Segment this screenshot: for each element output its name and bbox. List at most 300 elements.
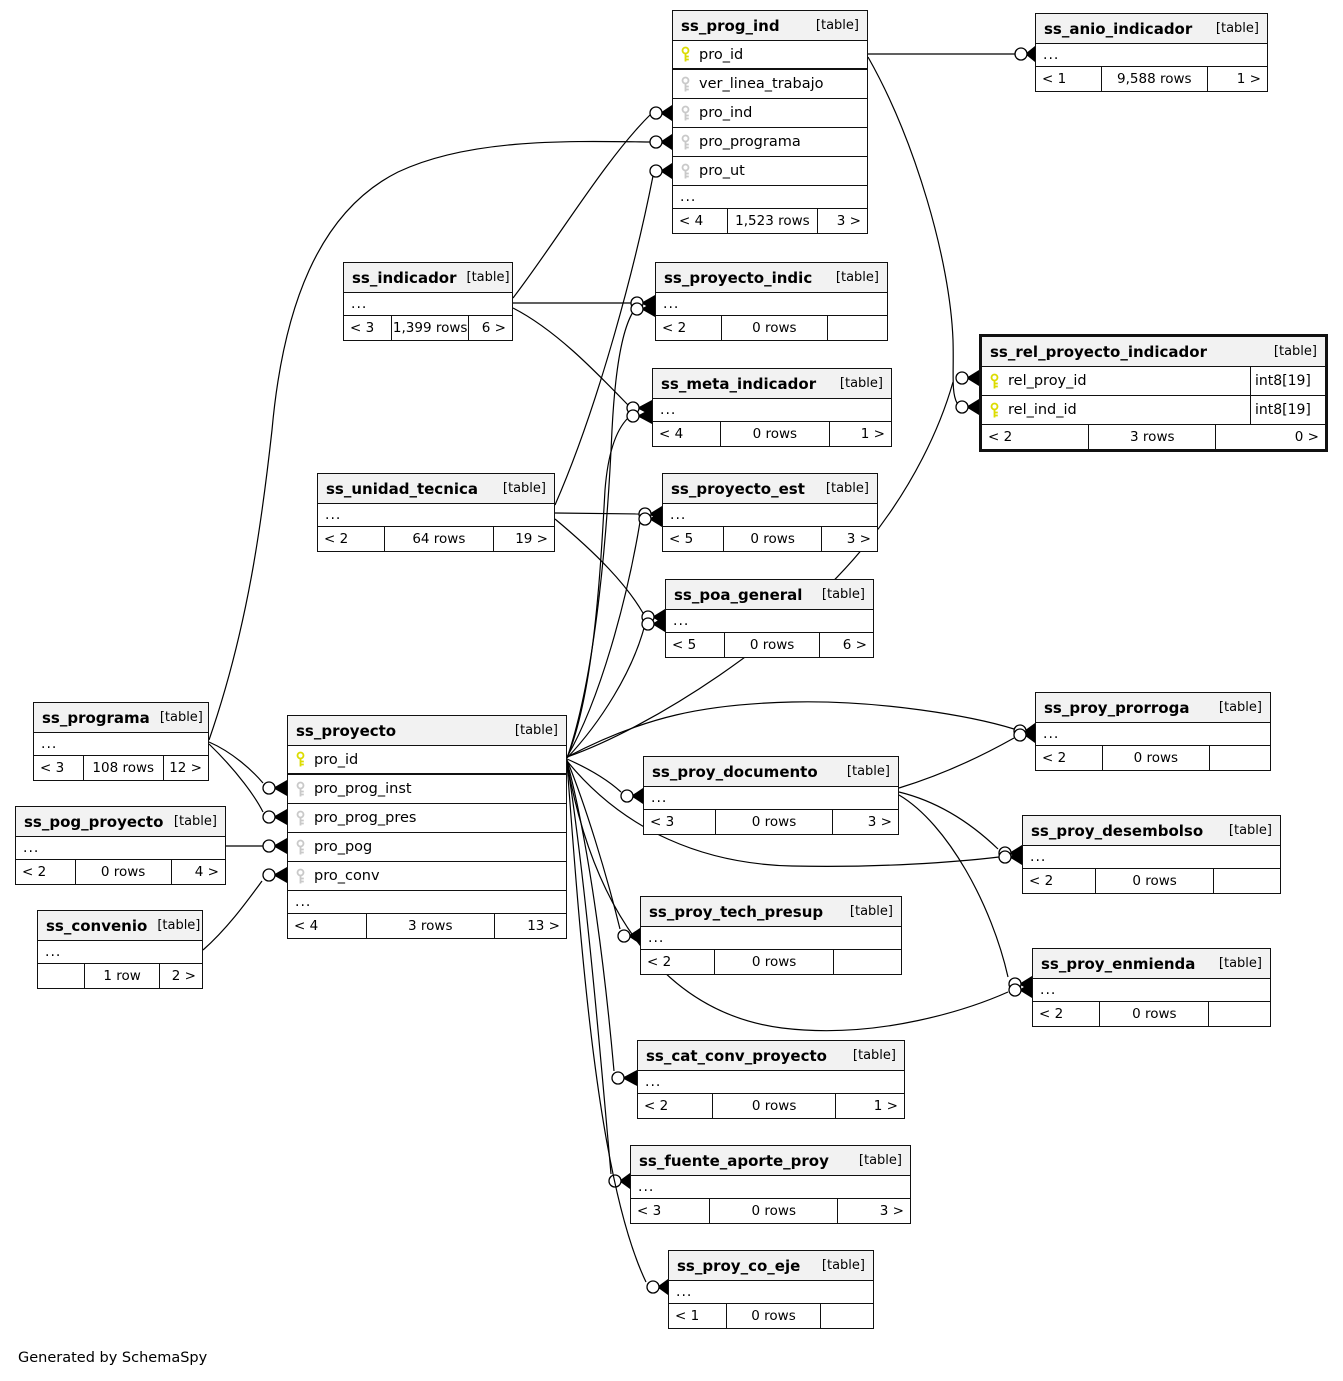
table-ss_pog_proyecto[interactable] [15,806,226,885]
parent-count: < 2 [662,320,687,336]
table-ss_proy_desembolso[interactable] [1022,815,1281,894]
table-header [631,1146,910,1176]
table-stats-row [288,914,566,938]
crowfoot-icon [631,788,643,804]
column-row [288,862,566,891]
relationship-line [555,513,640,514]
relationship-line [567,312,633,758]
table-ss_indicador[interactable] [343,262,513,341]
child-count: 3 > [817,209,867,233]
child-count [827,316,887,340]
crowfoot-icon [1019,982,1032,998]
child-count [820,1304,873,1328]
row-count: 0 rows [726,1304,820,1328]
parent-count: < 1 [1042,71,1067,87]
parent-count [38,964,84,988]
foreign-key-icon [295,781,306,798]
column-row [673,157,867,186]
column-name: rel_ind_id [1008,402,1077,418]
zero-many-circle-icon [650,136,662,148]
zero-many-circle-icon [263,782,275,794]
table-header [638,1041,904,1071]
relationship-line [203,881,262,950]
table-stats-row [1036,746,1270,770]
table-name[interactable]: ss_prog_ind [681,16,780,35]
table-stats-row [1023,869,1280,893]
crowfoot-icon [622,1070,637,1086]
crowfoot-icon [637,408,652,424]
table-header [666,580,873,610]
table-name[interactable]: ss_poa_general [674,585,803,604]
column-row [982,367,1325,396]
table-header [16,807,225,837]
row-count: 0 rows [712,1094,834,1118]
ellipsis-label: ... [1030,849,1047,865]
relationship-edge [899,795,1032,992]
table-ss_programa[interactable] [33,702,209,781]
relationship-line [567,760,620,929]
table-kind-label: [table] [159,710,203,725]
table-kind-label: [table] [839,376,883,391]
table-kind-label: [table] [502,481,546,496]
hidden-columns-row [663,504,877,527]
table-name[interactable]: ss_rel_proyecto_indicador [990,342,1207,361]
relationship-line [567,762,611,1174]
table-name[interactable]: ss_pog_proyecto [24,812,164,831]
parent-count: < 3 [637,1203,662,1219]
relationship-edge [567,511,662,757]
relationship-line [567,418,628,758]
row-count: 0 rows [1102,746,1210,770]
table-name[interactable]: ss_proyecto_est [671,479,805,498]
table-kind-label: [table] [835,270,879,285]
row-count: 1,399 rows [391,316,468,340]
table-stats-row [38,964,202,988]
table-stats-row [644,810,898,834]
crowfoot-icon [628,928,640,944]
table-header [982,337,1325,367]
relationship-line [567,522,640,757]
parent-count: < 3 [350,320,375,336]
table-stats-row [669,1304,873,1328]
relationship-edge [899,792,1022,865]
crowfoot-icon [1024,727,1035,743]
relationship-edge [567,616,665,758]
table-stats-row [638,1094,904,1118]
row-count: 3 rows [366,914,494,938]
relationship-edge [567,759,643,804]
relationship-line [513,114,651,298]
relationship-edge [567,301,655,758]
hidden-columns-row [631,1176,910,1199]
table-ss_proyecto_est[interactable] [662,473,878,552]
table-kind-label: [table] [849,904,893,919]
primary-key-icon [989,373,1000,390]
relationship-line [513,308,628,405]
table-kind-label: [table] [1228,823,1272,838]
child-count: 1 > [829,422,891,446]
table-stats-row [673,209,867,233]
parent-count: < 2 [1039,1006,1064,1022]
ellipsis-label: ... [325,507,342,523]
table-ss_proy_tech_presup[interactable] [640,896,902,975]
relationship-line [209,744,263,812]
ellipsis-label: ... [673,613,690,629]
table-name[interactable]: ss_proy_desembolso [1031,821,1204,840]
relationship-edge [567,760,640,944]
column-row [288,775,566,804]
table-ss_rel_proyecto_indicador[interactable] [979,334,1328,452]
zero-many-circle-icon [631,297,643,309]
table-stats-row [653,422,891,446]
column-row [673,128,867,157]
table-kind-label: [table] [157,918,201,933]
crowfoot-icon [966,399,979,415]
child-count: 3 > [821,527,877,551]
relationship-line [555,519,643,613]
foreign-key-icon [680,105,691,122]
hidden-columns-row [644,787,898,810]
table-ss_anio_indicador[interactable] [1035,13,1268,92]
child-count: 3 > [832,810,898,834]
relationship-line [567,702,1014,757]
table-stats-row [1036,67,1267,91]
table-ss_proyecto_indic[interactable] [655,262,888,341]
relationship-line [209,141,651,740]
relationship-line [209,742,263,783]
zero-many-circle-icon [956,401,968,413]
crowfoot-icon [649,511,662,527]
table-stats-row [1033,1002,1270,1026]
relationship-edge [567,408,652,758]
relationship-line [899,792,998,849]
primary-key-icon [295,751,306,768]
table-ss_proyecto[interactable] [287,715,567,939]
row-count: 9,588 rows [1101,67,1207,91]
foreign-key-icon [295,839,306,856]
ellipsis-label: ... [41,736,58,752]
row-count: 0 rows [720,422,829,446]
column-name: pro_pog [314,839,373,855]
table-ss_proy_prorroga[interactable] [1035,692,1271,771]
crowfoot-icon [637,400,652,416]
zero-many-circle-icon [650,165,662,177]
table-ss_cat_conv_proyecto[interactable] [637,1040,905,1119]
ellipsis-label: ... [670,507,687,523]
crowfoot-icon [1009,845,1022,861]
relationship-edge [513,308,652,416]
crowfoot-icon [660,134,672,150]
zero-many-circle-icon [263,869,275,881]
table-ss_proy_enmienda[interactable] [1032,948,1271,1027]
zero-many-circle-icon [1014,725,1026,737]
table-stats-row [663,527,877,551]
table-stats-row [631,1199,910,1223]
ellipsis-label: ... [45,944,62,960]
foreign-key-icon [295,810,306,827]
table-kind-label: [table] [1218,956,1262,971]
hidden-columns-row [34,733,208,756]
table-ss_poa_general[interactable] [665,579,874,658]
table-header [644,757,898,787]
relationship-line [567,761,614,1071]
row-count: 3 rows [1088,425,1215,449]
parent-count: < 4 [294,918,319,934]
table-stats-row [656,316,887,340]
table-header [1036,14,1267,44]
table-stats-row [318,527,554,551]
column-name: pro_prog_pres [314,810,417,826]
table-name[interactable]: ss_programa [42,708,150,727]
crowfoot-icon [652,616,665,632]
zero-many-circle-icon [647,1281,659,1293]
child-count: 12 > [163,756,208,780]
table-header [38,911,202,941]
ellipsis-label: ... [351,296,368,312]
table-name[interactable]: ss_cat_conv_proyecto [646,1046,827,1065]
crowfoot-icon [273,780,287,796]
relationship-line [567,628,644,758]
zero-many-circle-icon [627,402,639,414]
zero-many-circle-icon [612,1072,624,1084]
table-name[interactable]: ss_proy_co_eje [677,1256,801,1275]
zero-many-circle-icon [263,840,275,852]
table-kind-label: [table] [466,270,510,285]
table-kind-label: [table] [858,1153,902,1168]
relationship-line [899,738,1014,788]
parent-count: < 2 [1029,873,1054,889]
table-header [1036,693,1270,723]
zero-many-circle-icon [642,618,654,630]
zero-many-circle-icon [956,372,968,384]
ellipsis-label: ... [648,930,665,946]
row-count: 1 row [84,964,159,988]
foreign-key-icon [680,134,691,151]
hidden-columns-row [38,941,202,964]
relationship-edge [899,727,1035,788]
column-row [982,396,1325,425]
hidden-columns-row [1036,723,1270,746]
column-name: pro_ut [699,163,745,179]
parent-count: < 2 [324,531,349,547]
zero-many-circle-icon [999,851,1011,863]
zero-many-circle-icon [1015,48,1027,60]
parent-count: < 2 [644,1098,669,1114]
zero-many-circle-icon [631,303,643,315]
table-kind-label: [table] [1215,21,1259,36]
table-name[interactable]: ss_meta_indicador [661,374,817,393]
child-count: 1 > [1207,67,1267,91]
crowfoot-icon [273,867,287,883]
child-count: 3 > [837,1199,910,1223]
crowfoot-icon [652,609,665,625]
table-name[interactable]: ss_fuente_aporte_proy [639,1151,829,1170]
table-name[interactable]: ss_proy_tech_presup [649,902,824,921]
hidden-columns-row [666,610,873,633]
column-name: pro_ind [699,105,753,121]
table-stats-row [666,633,873,657]
table-name[interactable]: ss_unidad_tecnica [326,479,479,498]
ellipsis-label: ... [638,1179,655,1195]
table-ss_proy_co_eje[interactable] [668,1250,874,1329]
ellipsis-label: ... [1040,982,1057,998]
table-ss_proy_documento[interactable] [643,756,899,835]
hidden-columns-row [344,293,512,316]
zero-many-circle-icon [621,790,633,802]
table-stats-row [982,425,1325,449]
child-count [1213,869,1280,893]
child-count: 0 > [1215,425,1325,449]
child-count: 2 > [159,964,202,988]
table-name[interactable]: ss_indicador [352,268,457,287]
crowfoot-icon [1009,849,1022,865]
crowfoot-icon [657,1279,668,1295]
column-row [673,70,867,99]
hidden-columns-row [318,504,554,527]
table-stats-row [16,860,225,884]
column-name: rel_proy_id [1008,373,1087,389]
zero-many-circle-icon [263,811,275,823]
table-stats-row [34,756,208,780]
foreign-key-icon [295,868,306,885]
ellipsis-label: ... [651,790,668,806]
row-count: 0 rows [1099,1002,1208,1026]
table-name[interactable]: ss_anio_indicador [1044,19,1193,38]
relationship-edge [513,295,655,311]
ellipsis-label: ... [663,296,680,312]
crowfoot-icon [641,295,655,311]
table-kind-label: [table] [821,587,865,602]
table-stats-row [344,316,512,340]
table-ss_unidad_tecnica[interactable] [317,473,555,552]
zero-many-circle-icon [642,611,654,623]
row-count: 0 rows [723,527,821,551]
column-type: int8[19] [1250,396,1325,424]
column-type: int8[19] [1250,367,1325,395]
column-name: pro_programa [699,134,801,150]
row-count: 0 rows [709,1199,837,1223]
hidden-columns-row [669,1281,873,1304]
table-name[interactable]: ss_proyecto [296,721,397,740]
ellipsis-label: ... [1043,726,1060,742]
row-count: 0 rows [715,810,832,834]
table-ss_convenio[interactable] [37,910,203,989]
row-count: 108 rows [83,756,163,780]
parent-count: < 2 [1042,750,1067,766]
table-name[interactable]: ss_convenio [46,916,148,935]
table-name[interactable]: ss_proy_prorroga [1044,698,1190,717]
relationship-line [899,795,1008,977]
table-name[interactable]: ss_proyecto_indic [664,268,813,287]
table-header [344,263,512,293]
zero-many-circle-icon [639,513,651,525]
table-header [1033,949,1270,979]
parent-count: < 3 [40,760,65,776]
child-count [833,950,901,974]
row-count: 0 rows [714,950,834,974]
table-header [669,1251,873,1281]
child-count: 19 > [493,527,554,551]
hidden-columns-row [288,891,566,914]
crowfoot-icon [660,105,672,121]
zero-many-circle-icon [650,107,662,119]
table-header [663,474,877,504]
primary-key-icon [680,46,691,63]
table-ss_fuente_aporte_proy[interactable] [630,1145,911,1224]
table-header [34,703,208,733]
row-count: 0 rows [1095,869,1213,893]
zero-many-circle-icon [609,1175,621,1187]
relationship-edge [555,519,665,625]
hidden-columns-row [1023,846,1280,869]
column-row [673,99,867,128]
table-name[interactable]: ss_proy_documento [652,762,818,781]
column-row [288,804,566,833]
ellipsis-label: ... [676,1284,693,1300]
ellipsis-label: ... [660,402,677,418]
ellipsis-label: ... [23,840,40,856]
table-ss_prog_ind[interactable] [672,10,868,234]
crowfoot-icon [660,163,672,179]
hidden-columns-row [1033,979,1270,1002]
parent-count: < 4 [679,213,704,229]
primary-key-icon [989,402,1000,419]
relationship-line [567,759,621,792]
ellipsis-label: ... [645,1074,662,1090]
ellipsis-label: ... [680,189,697,205]
table-kind-label: [table] [821,1258,865,1273]
table-header [656,263,887,293]
zero-many-circle-icon [627,410,639,422]
table-header [318,474,554,504]
table-kind-label: [table] [852,1048,896,1063]
crowfoot-icon [619,1173,630,1189]
table-header [673,11,867,41]
child-count: 6 > [819,633,873,657]
relationship-line [555,176,653,505]
child-count: 4 > [171,860,225,884]
relationship-edge [209,742,287,796]
hidden-columns-row [1036,44,1267,67]
row-count: 0 rows [721,316,827,340]
hidden-columns-row [638,1071,904,1094]
relationship-edge [209,134,672,740]
table-kind-label: [table] [815,18,859,33]
relationship-edge [567,702,1035,757]
table-name[interactable]: ss_proy_enmienda [1041,954,1196,973]
zero-many-circle-icon [1014,729,1026,741]
foreign-key-icon [680,163,691,180]
row-count: 64 rows [384,527,493,551]
zero-many-circle-icon [618,930,630,942]
relationship-line [868,57,957,403]
zero-many-circle-icon [999,847,1011,859]
hidden-columns-row [656,293,887,316]
row-count: 0 rows [75,860,171,884]
table-kind-label: [table] [825,481,869,496]
table-kind-label: [table] [846,764,890,779]
child-count: 1 > [835,1094,904,1118]
table-kind-label: [table] [1218,700,1262,715]
table-ss_meta_indicador[interactable] [652,368,892,447]
crowfoot-icon [1025,46,1035,62]
ellipsis-label: ... [295,894,312,910]
crowfoot-icon [273,809,287,825]
column-row [673,41,867,70]
child-count [1209,746,1270,770]
table-stats-row [641,950,901,974]
zero-many-circle-icon [639,508,651,520]
